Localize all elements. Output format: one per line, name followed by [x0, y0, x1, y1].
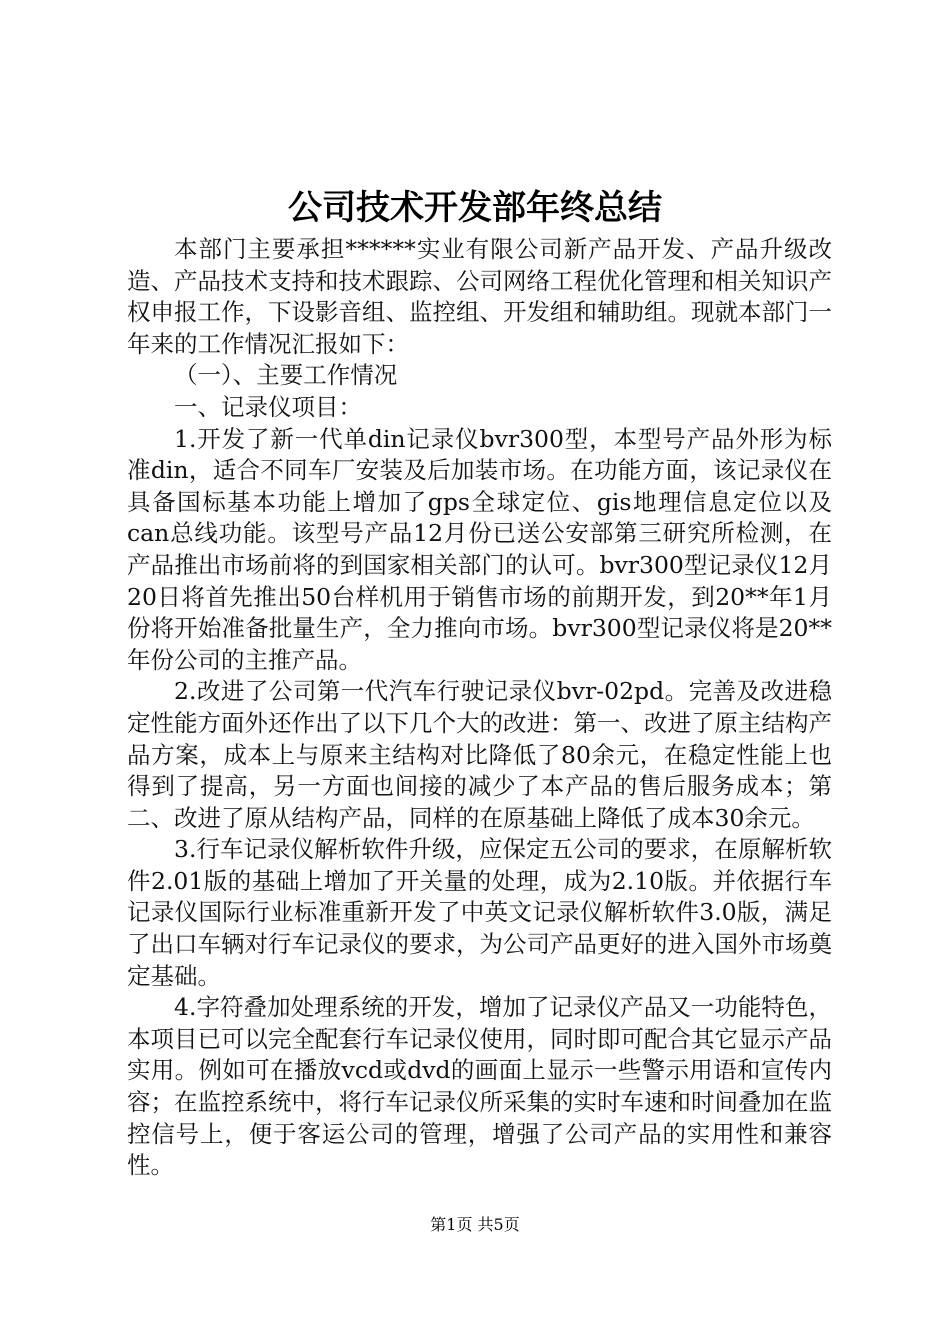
section-heading: （一）、主要工作情况	[174, 361, 398, 390]
paragraph-item-2: 2.改进了公司第一代汽车行驶记录仪bvr-02pd。完善及改进稳定性能方面外还作出了以下几个大的改进：第一、改进了原主结构产品方案，成本上与原来主结构对比降低了80余元，在稳定性能上也得到了提高，另一方面也间接的减少了本产品的售后服务成本；第二、改进了原从结构产品，同样的在原基础上降低了成本30余元。	[127, 677, 832, 832]
subsection-heading: 一、记录仪项目：	[174, 392, 362, 421]
page-total: 共5页	[477, 1215, 520, 1234]
page-footer	[0, 1214, 950, 1236]
paragraph-item-3: 3.行车记录仪解析软件升级，应保定五公司的要求，在原解析软件2.01版的基础上增加了开关量的处理，成为2.10版。并依据行车记录仪国际行业标准重新开发了中英文记录仪解析软件3.0版，满足了出口车辆对行车记录仪的要求，为公司产品更好的进入国外市场奠定基础。	[127, 835, 832, 990]
page-number: 第1页	[430, 1215, 473, 1234]
paragraph-item-4: 4.字符叠加处理系统的开发，增加了记录仪产品又一功能特色，本项目已可以完全配套行车记录仪使用，同时即可配合其它显示产品实用。例如可在播放vcd或dvd的画面上显示一些警示用语和宣传内容；在监控系统中，将行车记录仪所采集的实时车速和时间叠加在监控信号上，便于客运公司的管理，增强了公司产品的实用性和兼容性。	[127, 993, 832, 1180]
paragraph-item-1: 1.开发了新一代单din记录仪bvr300型，本型号产品外形为标准din，适合不同车厂安装及后加装市场。在功能方面，该记录仪在具备国标基本功能上增加了gps全球定位、gis地理信息定位以及can总线功能。该型号产品12月份已送公安部第三研究所检测，在产品推出市场前将的到国家相关部门的认可。bvr300型记录仪12月20日将首先推出50台样机用于销售市场的前期开发，到20**年1月份将开始准备批量生产，全力推向市场。bvr300型记录仪将是20**年份公司的主推产品。	[127, 424, 832, 674]
paragraph-intro: 本部门主要承担******实业有限公司新产品开发、产品升级改造、产品技术支持和技术跟踪、公司网络工程优化管理和相关知识产权申报工作，下设影音组、监控组、开发组和辅助组。现就本部门一年来的工作情况汇报如下：	[127, 235, 832, 358]
document-body	[127, 234, 832, 1182]
document-title: 公司技术开发部年终总结	[288, 188, 662, 228]
